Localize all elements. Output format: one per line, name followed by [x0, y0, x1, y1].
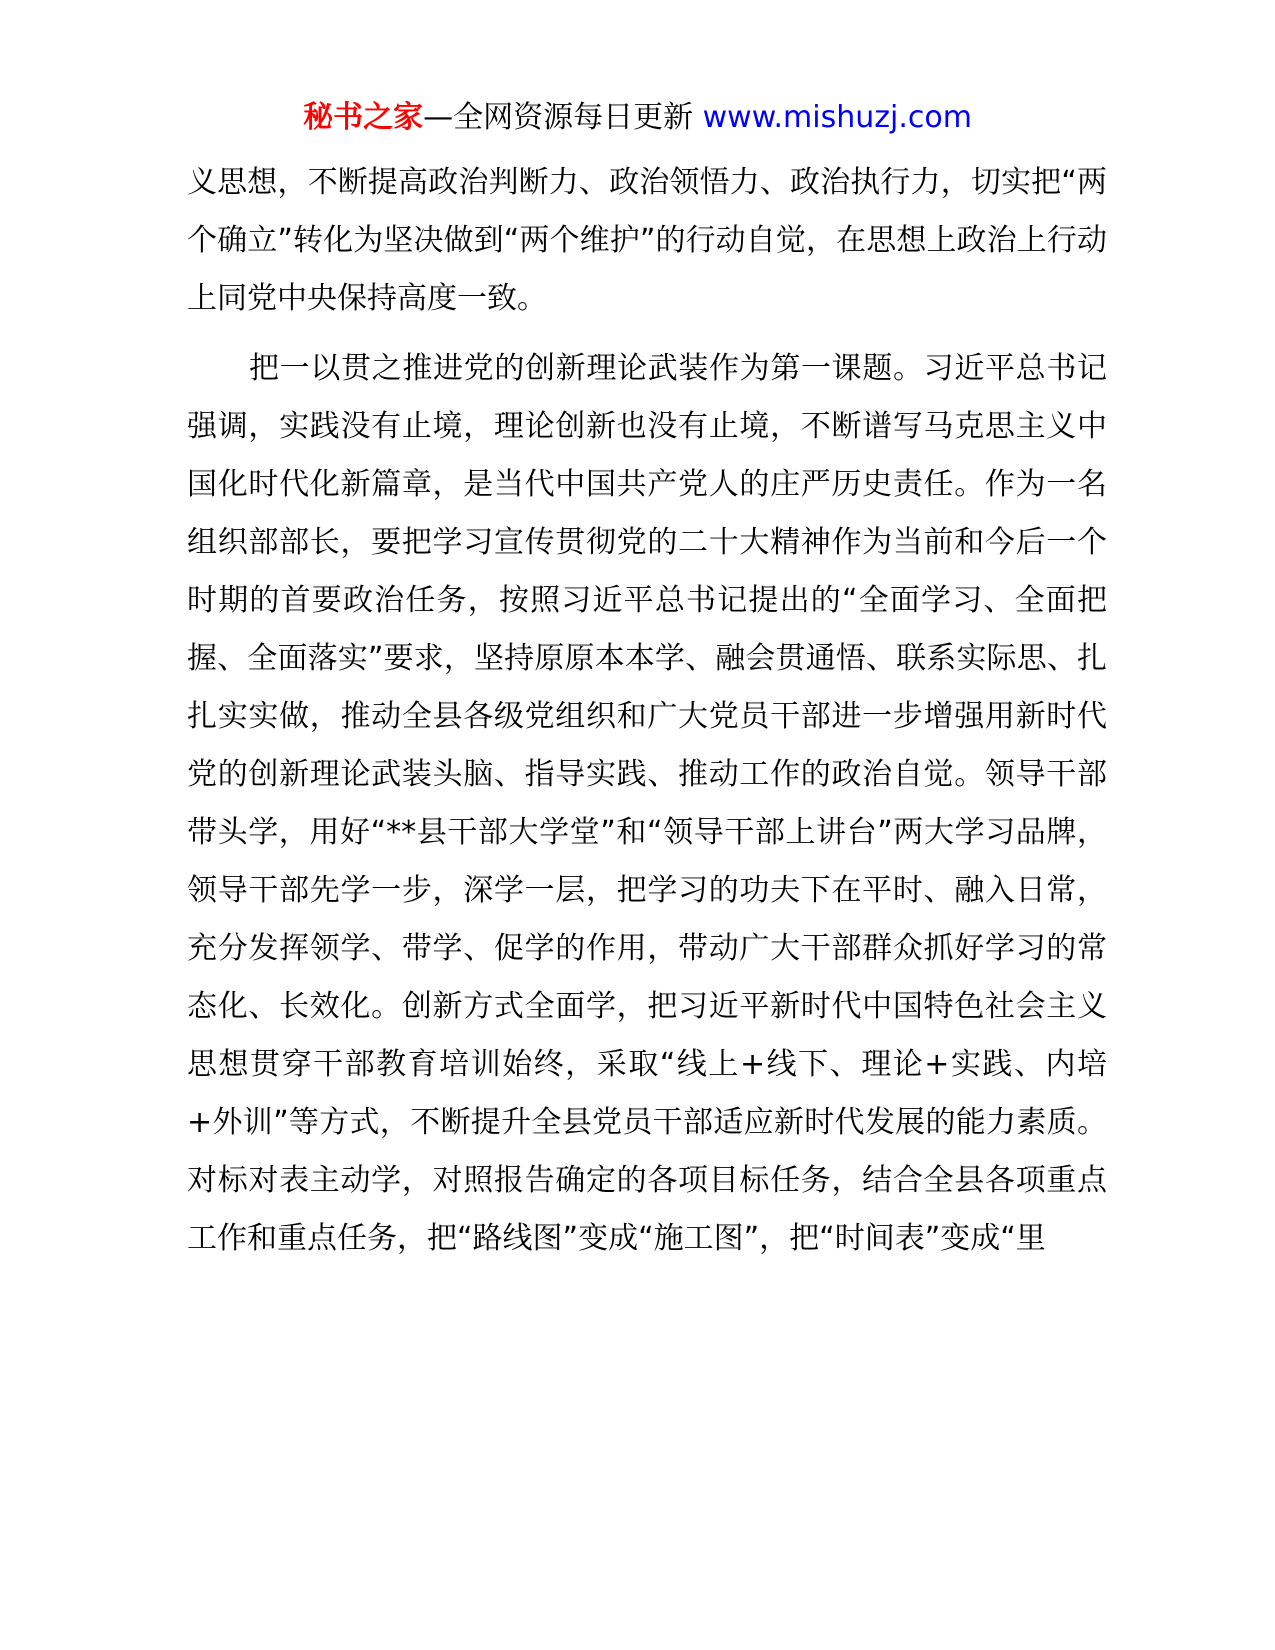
paragraph-theory-armament: 把一以贯之推进党的创新理论武装作为第一课题。习近平总书记强调，实践没有止境，理论创新也没有止境，不断谱写马克思主义中国化时代化新篇章，是当代中国共产党人的庄严历史责任。作为一名组织部部长，要把学习宣传贯彻党的二十大精神作为当前和今后一个时期的首要政治任务，按照习近平总书记提出的“全面学习、全面把握、全面落实”要求，坚持原原本本学、融会贯通悟、联系实际思、扎扎实实做，推动全县各级党组织和广大党员干部进一步增强用新时代党的创新理论武装头脑、指导实践、推动工作的政治自觉。领导干部带头学，用好“**县干部大学堂”和“领导干部上讲台”两大学习品牌，领导干部先学一步，深学一层，把学习的功夫下在平时、融入日常，充分发挥领学、带学、促学的作用，带动广大干部群众抓好学习的常态化、长效化。创新方式全面学，把习近平新时代中国特色社会主义思想贯穿干部教育培训始终，采取“线上+线下、理论+实践、内培+外训”等方式，不断提升全县党员干部适应新时代发展的能力素质。对标对表主动学，对照报告确定的各项目标任务，结合全县各项重点工作和重点任务，把“路线图”变成“施工图”，把“时间表”变成“里	[187, 351, 1107, 1256]
site-url-link[interactable]: www.mishuzj.com	[702, 100, 972, 135]
header-tagline: —全网资源每日更新	[423, 100, 703, 135]
paragraph-continued: 义思想，不断提高政治判断力、政治领悟力、政治执行力，切实把“两个确立”转化为坚决做到“两个维护”的行动自觉，在思想上政治上行动上同党中央保持高度一致。	[187, 165, 1107, 316]
brand-name: 秘书之家	[303, 100, 424, 135]
page-header	[0, 98, 1275, 138]
document-body	[187, 154, 1107, 1268]
